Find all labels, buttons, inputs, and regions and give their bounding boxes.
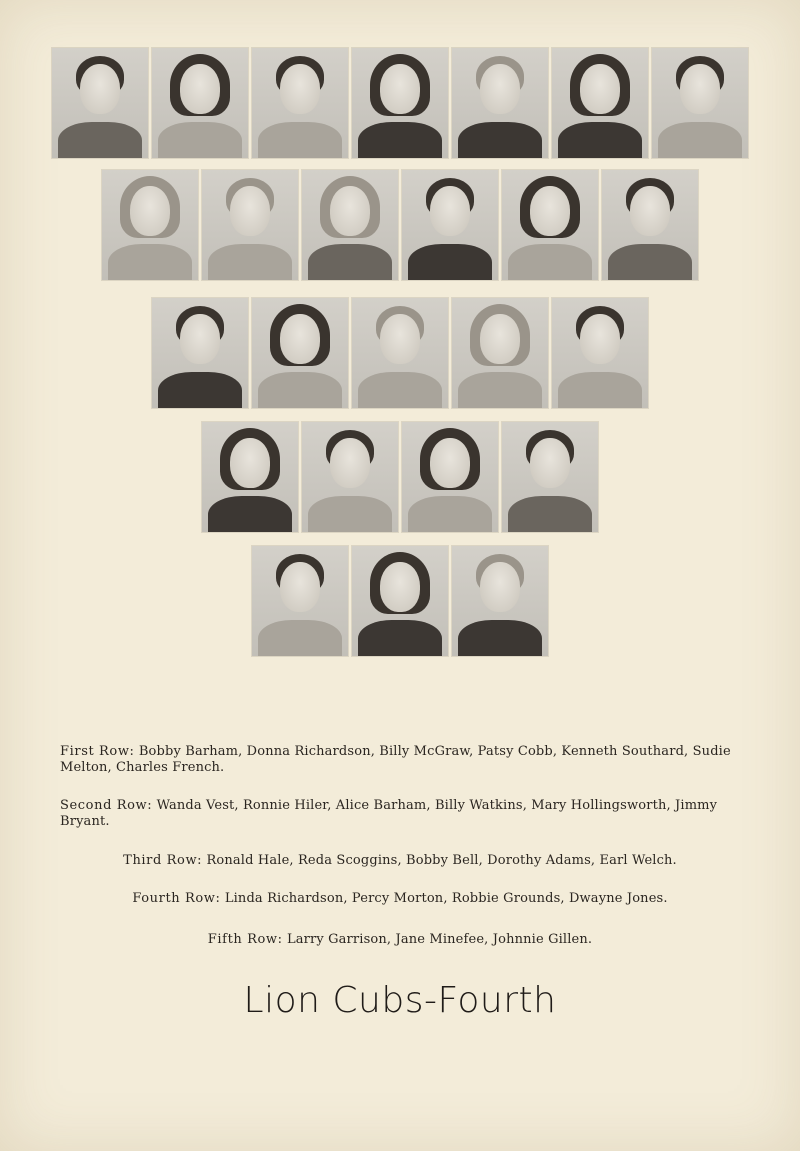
row-label: Fifth Row: (207, 932, 283, 947)
student-photo (252, 48, 348, 158)
student-photo (452, 546, 548, 656)
student-photo (152, 48, 248, 158)
student-photo (352, 298, 448, 408)
student-photo (152, 298, 248, 408)
row-names: Larry Garrison, Jane Minefee, Johnnie Gillen. (286, 932, 593, 947)
student-photo (302, 170, 398, 280)
row-names: Linda Richardson, Percy Morton, Robbie Grounds, Dwayne Jones. (224, 891, 668, 906)
photo-row-3 (0, 298, 800, 408)
caption-second-row (60, 798, 750, 830)
student-photo (202, 422, 298, 532)
student-photo (252, 546, 348, 656)
row-label: Third Row: (123, 853, 203, 868)
student-photo (452, 298, 548, 408)
page-title: Lion Cubs-Fourth (243, 980, 557, 1021)
row-label: Second Row: (60, 798, 153, 813)
photo-row-4 (0, 422, 800, 532)
row-names: Ronald Hale, Reda Scoggins, Bobby Bell, Dorothy Adams, Earl Welch. (206, 853, 677, 868)
student-photo (252, 298, 348, 408)
student-photo (52, 48, 148, 158)
caption-third-row (55, 853, 745, 869)
student-photo (352, 546, 448, 656)
photo-row-1 (0, 48, 800, 158)
student-photo (402, 422, 498, 532)
student-photo (202, 170, 298, 280)
row-label: First Row: (60, 744, 135, 759)
row-names: Bobby Barham, Donna Richardson, Billy McGraw, Patsy Cobb, Kenneth Southard, Sudie Melton, Charles French. (60, 744, 731, 775)
student-photo (452, 48, 548, 158)
student-photo (652, 48, 748, 158)
student-photo (402, 170, 498, 280)
student-photo (552, 298, 648, 408)
student-photo (552, 48, 648, 158)
student-photo (102, 170, 198, 280)
row-names: Wanda Vest, Ronnie Hiler, Alice Barham, Billy Watkins, Mary Hollingsworth, Jimmy Bryant. (60, 798, 718, 829)
caption-fourth-row (55, 891, 745, 907)
caption-first-row (60, 744, 750, 776)
student-photo (502, 422, 598, 532)
student-photo (602, 170, 698, 280)
caption-fifth-row (55, 932, 745, 948)
photo-row-2 (0, 170, 800, 280)
photo-row-5 (0, 546, 800, 656)
row-label: Fourth Row: (132, 891, 221, 906)
student-photo (302, 422, 398, 532)
student-photo (352, 48, 448, 158)
student-photo (502, 170, 598, 280)
